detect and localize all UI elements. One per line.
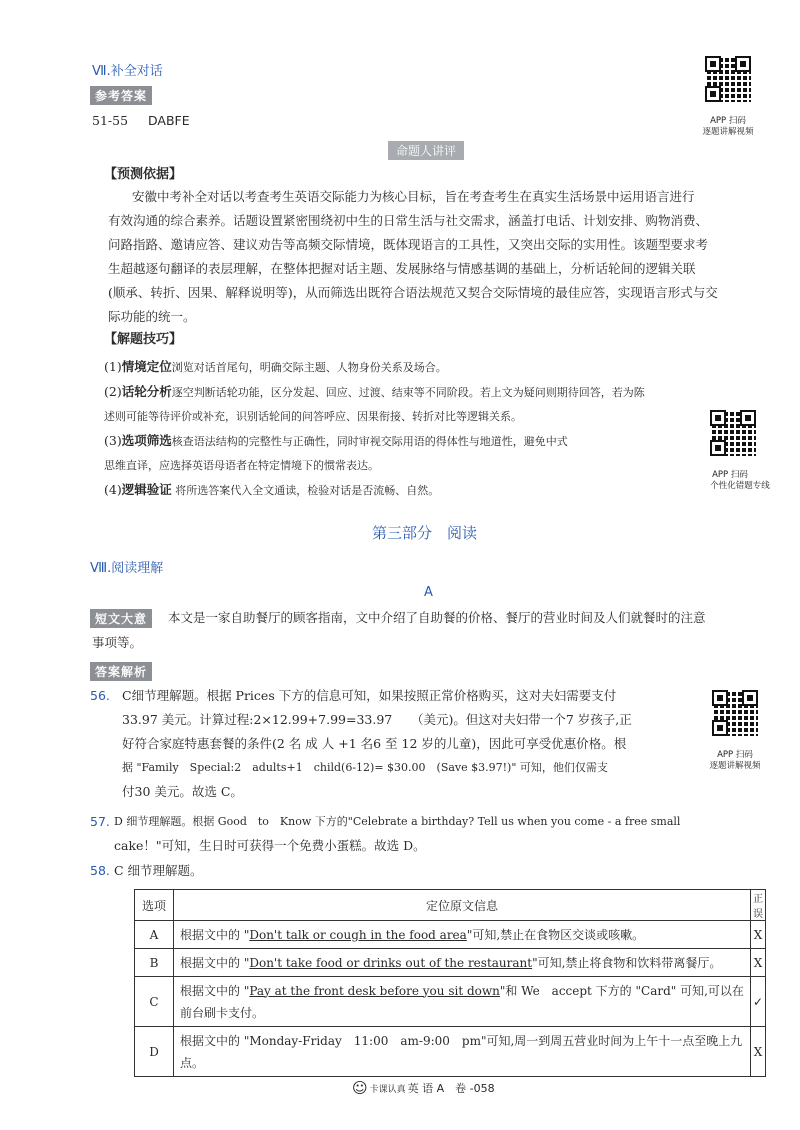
section-title-dialogue: Ⅶ.补全对话 [92, 64, 163, 79]
qr-code-icon[interactable] [705, 56, 751, 102]
commentary-tag: 命题人讲评 [388, 141, 464, 160]
qr-code-icon[interactable] [712, 690, 758, 736]
skill-item: (1)情境定位浏览对话首尾句，明确交际主题、人物身份关系及场合。 [104, 359, 447, 374]
info-cell: 根据文中的 "Pay at the front desk before you sit down"和 We accept 下方的 "Card" 可知,可以在前台刷卡支付。 [174, 977, 751, 1027]
option-cell: C [135, 977, 174, 1027]
answer-range: 51-55 [92, 113, 129, 128]
skills-list [104, 355, 684, 503]
basis-paragraph: 安徽中考补全对话以考查考生英语交际能力为核心目标，旨在考查考生在真实生活场景中运用语言进行 有效沟通的综合素养。话题设置紧密围绕初中生的日常生活与社交需求，涵盖打电话、计划安排、购物消费、 问路指路、邀请应答、建议劝告等高频交际情境，既体现语言的工具性，又突出交际的实用性。该题型要求考 生超越逐句翻译的表层理解，在整体把握对话主题、发展脉络与情感基调的基础上，分析话轮间的逻辑关联 (顺承、转折、因果、解释说明等)，从而筛选出既符合语法规范又契合交际情境的最佳应答，实现语言形式与交 际功能的统一。 [108, 189, 718, 324]
table-row [135, 977, 766, 1027]
skill-item: (4)逻辑验证 将所选答案代入全文通读，检验对话是否流畅、自然。 [104, 482, 440, 497]
part-title: 第三部分 阅读 [372, 524, 478, 542]
mascot-icon: ☺ [352, 1079, 368, 1097]
qr-caption: APP 扫码 [717, 750, 753, 760]
skills-heading: 【解题技巧】 [104, 332, 183, 347]
info-cell: 根据文中的 "Monday-Friday 11:00 am-9:00 pm"可知,周一到周五营业时间为上午十一点至晚上九点。 [174, 1027, 751, 1077]
qr-block-3[interactable] [700, 690, 780, 772]
qr-caption: 逐题讲解视频 [709, 761, 761, 771]
page-footer [352, 1079, 495, 1097]
qr-block-1[interactable] [698, 56, 758, 138]
question-number: 56. [90, 688, 110, 703]
info-cell: 根据文中的 "Don't take food or drinks out of the restaurant"可知,禁止将食物和饮料带离餐厅。 [174, 949, 751, 977]
option-cell: A [135, 921, 174, 949]
qr-caption: 个性化错题专线 [710, 481, 770, 491]
table-header: 选项 [135, 890, 174, 921]
option-analysis-table [134, 889, 766, 1077]
footer-page: 英 语 A 卷 -058 [407, 1082, 495, 1095]
result-cell: X [751, 921, 766, 949]
qr-code-icon[interactable] [710, 410, 756, 456]
answer-tag: 参考答案 [90, 86, 152, 105]
q57-explanation: D 细节理解题。根据 Good to Know 下方的"Celebrate a birthday? Tell us when you come - a free small cake！"可知，生日时可获得一个免费小蛋糕。故选 D。 [114, 815, 681, 853]
qr-block-2[interactable] [700, 410, 790, 492]
basis-heading: 【预测依据】 [104, 167, 183, 182]
summary-line: 本文是一家自助餐厅的顾客指南，文中介绍了自助餐的价格、餐厅的营业时间及人们就餐时的注意 [168, 610, 706, 625]
table-header: 正误 [751, 890, 766, 921]
qr-caption: 逐题讲解视频 [702, 127, 754, 137]
skill-item: 思维直译，应选择英语母语者在特定情境下的惯常表达。 [104, 459, 379, 472]
section-title-reading: Ⅷ.阅读理解 [90, 561, 164, 576]
question-number: 58. [90, 863, 110, 878]
table-row [135, 1027, 766, 1077]
result-cell: X [751, 1027, 766, 1077]
qr-caption: APP 扫码 [710, 116, 746, 126]
q56-explanation: C细节理解题。根据 Prices 下方的信息可知，如果按照正常价格购买，这对夫妇需要支付 33.97 美元。计算过程:2×12.99+7.99=33.97 （美元)。但这对夫妇带一个7 岁孩子,正 好符合家庭特惠套餐的条件(2 名 成 人 +1 名6 至 12 岁的儿童)，因此可享受优惠价格。根 据 "Family Special:2 adults+1 child(6-12)= $30.00 (Save $3.97!)" 可知，他们仅需支 付30 美元。故选 C。 [122, 688, 632, 799]
info-cell: 根据文中的 "Don't talk or cough in the food area"可知,禁止在食物区交谈或咳嗽。 [174, 921, 751, 949]
q58-explanation: C 细节理解题。 [114, 863, 203, 878]
table-header-row [135, 890, 766, 921]
option-cell: B [135, 949, 174, 977]
answer-key: DABFE [148, 113, 190, 128]
table-row [135, 921, 766, 949]
analysis-tag: 答案解析 [90, 662, 152, 681]
option-cell: D [135, 1027, 174, 1077]
skill-item: (3)选项筛选核查语法结构的完整性与正确性，同时审视交际用语的得体性与地道性，避免中式 [104, 433, 568, 448]
skill-item: 述则可能等待评价或补充，识别话轮间的问答呼应、因果衔接、转折对比等逻辑关系。 [104, 410, 522, 423]
result-cell: X [751, 949, 766, 977]
summary-tag: 短文大意 [90, 609, 152, 628]
passage-label: A [424, 585, 433, 600]
footer-brand: 卡课认真 [369, 1084, 406, 1095]
table-header: 定位原文信息 [174, 890, 751, 921]
table-row [135, 949, 766, 977]
skill-item: (2)话轮分析逐空判断话轮功能，区分发起、回应、过渡、结束等不同阶段。若上文为疑问则期待回答，若为陈 [104, 384, 645, 399]
qr-caption: APP 扫码 [712, 470, 748, 480]
result-cell: ✓ [751, 977, 766, 1027]
summary-line: 事项等。 [92, 635, 143, 650]
question-number: 57. [90, 814, 110, 829]
